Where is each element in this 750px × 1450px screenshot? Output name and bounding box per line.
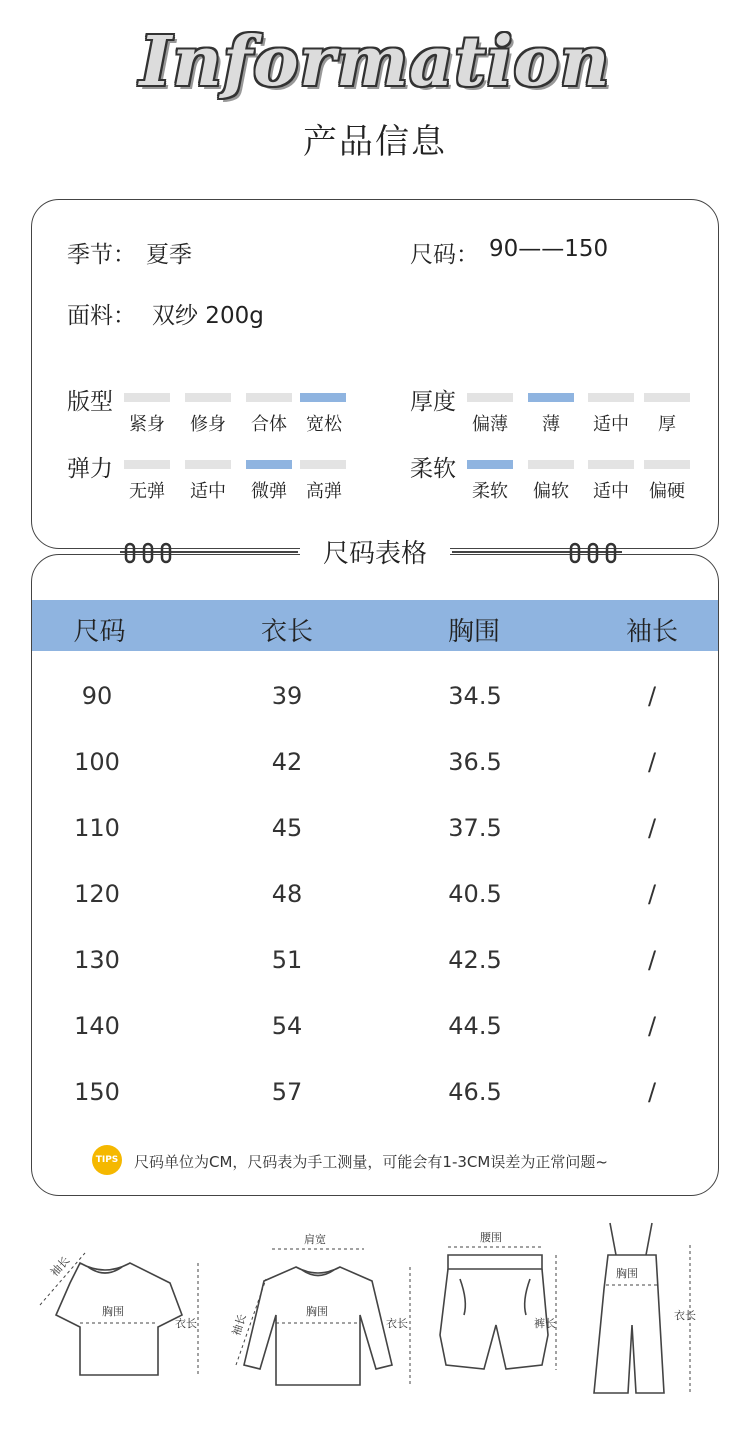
- table-cell: 54: [271, 1012, 303, 1040]
- scale-bar: [588, 393, 634, 402]
- product-info-card: [31, 199, 719, 549]
- header-chest: 胸围: [447, 617, 500, 647]
- table-cell: 34.5: [448, 682, 502, 710]
- scale-option: 适中: [593, 414, 629, 435]
- table-header: [32, 600, 719, 651]
- scale-option: 偏硬: [649, 481, 685, 502]
- scale-bar: [300, 460, 346, 469]
- overalls-diagram-icon: [586, 1215, 706, 1395]
- season-value: 夏季: [146, 242, 192, 268]
- scale-option: 适中: [190, 481, 226, 502]
- scale-bar: [644, 460, 690, 469]
- table-cell: 44.5: [448, 1012, 502, 1040]
- scale-bar: [246, 460, 292, 469]
- table-cell: 36.5: [448, 748, 502, 776]
- scale-bar: [467, 460, 513, 469]
- table-cell: /: [647, 814, 657, 842]
- longsleeve-sleeve-label: 袖长: [229, 1312, 249, 1338]
- header-sleeve: 袖长: [625, 617, 678, 647]
- table-cell: 42: [271, 748, 303, 776]
- scale-label: 弹力: [67, 456, 113, 482]
- table-cell: /: [647, 682, 657, 710]
- shorts-length-label: 裤长: [534, 1317, 556, 1330]
- tips-icon: TIPS: [92, 1145, 122, 1175]
- table-cell: 130: [74, 946, 120, 974]
- table-cell: 37.5: [448, 814, 502, 842]
- table-cell: 140: [74, 1012, 120, 1040]
- scale-bar: [124, 460, 170, 469]
- overalls-length-label: 衣长: [674, 1309, 696, 1322]
- table-cell: 42.5: [448, 946, 502, 974]
- shorts-diagram-icon: [436, 1215, 576, 1395]
- table-cell: /: [647, 1078, 657, 1106]
- table-cell: 57: [271, 1078, 303, 1106]
- scale-option: 高弹: [306, 481, 342, 502]
- scale-option: 合体: [251, 414, 287, 435]
- shorts-waist-label: 腰围: [480, 1231, 502, 1244]
- header-size: 尺码: [73, 617, 126, 647]
- scale-option: 柔软: [472, 481, 508, 502]
- longsleeve-chest-label: 胸围: [306, 1305, 328, 1318]
- title-english: Information: [139, 22, 611, 102]
- scale-bar: [300, 393, 346, 402]
- table-cell: /: [647, 1012, 657, 1040]
- longsleeve-shoulder-label: 肩宽: [304, 1233, 326, 1246]
- table-cell: 51: [271, 946, 303, 974]
- table-cell: 45: [271, 814, 303, 842]
- scale-bar: [467, 393, 513, 402]
- scale-option: 紧身: [129, 414, 165, 435]
- title-chinese: 产品信息: [303, 122, 447, 162]
- tshirt-chest-label: 胸围: [102, 1305, 124, 1318]
- longsleeve-length-label: 衣长: [386, 1317, 408, 1330]
- ring-binder-icon: [567, 540, 621, 566]
- season-label: 季节：: [67, 242, 136, 268]
- scale-label: 版型: [67, 389, 113, 415]
- scale-option: 无弹: [129, 481, 165, 502]
- tshirt-length-label: 衣长: [175, 1317, 197, 1330]
- scale-bar: [185, 460, 231, 469]
- scale-bar: [588, 460, 634, 469]
- overalls-chest-label: 胸围: [616, 1267, 638, 1280]
- fabric-value: 双纱 200g: [152, 303, 264, 329]
- table-cell: 90: [81, 682, 113, 710]
- fabric-label: 面料：: [67, 303, 136, 329]
- table-cell: 110: [74, 814, 120, 842]
- table-cell: 48: [271, 880, 303, 908]
- scale-option: 偏薄: [472, 414, 508, 435]
- table-cell: 39: [271, 682, 303, 710]
- table-cell: 150: [74, 1078, 120, 1106]
- scale-option: 微弹: [251, 481, 287, 502]
- ring-binder-icon: [122, 540, 176, 566]
- size-range-label: 尺码：: [410, 242, 479, 268]
- scale-label: 柔软: [410, 456, 456, 482]
- size-table-card: [31, 554, 719, 1196]
- scale-bar: [246, 393, 292, 402]
- scale-option: 厚: [658, 414, 676, 435]
- scale-bar: [124, 393, 170, 402]
- table-cell: 46.5: [448, 1078, 502, 1106]
- scale-bar: [644, 393, 690, 402]
- tshirt-sleeve-label: 袖长: [47, 1254, 73, 1280]
- scale-option: 适中: [593, 481, 629, 502]
- longsleeve-diagram-icon: [226, 1215, 416, 1395]
- table-cell: /: [647, 748, 657, 776]
- scale-bar: [528, 460, 574, 469]
- table-cell: 100: [74, 748, 120, 776]
- scale-option: 修身: [190, 414, 226, 435]
- size-table-title: 尺码表格: [300, 533, 450, 570]
- scale-bar: [185, 393, 231, 402]
- table-cell: 120: [74, 880, 120, 908]
- scale-option: 偏软: [533, 481, 569, 502]
- scale-label: 厚度: [410, 389, 456, 415]
- table-cell: /: [647, 880, 657, 908]
- tshirt-diagram-icon: [30, 1215, 200, 1395]
- header-length: 衣长: [260, 617, 313, 647]
- tips-text: 尺码单位为CM，尺码表为手工测量，可能会有1-3CM误差为正常问题~: [134, 1153, 608, 1171]
- scale-bar: [528, 393, 574, 402]
- scale-option: 薄: [542, 414, 560, 435]
- size-range-value: 90——150: [489, 236, 609, 262]
- table-cell: /: [647, 946, 657, 974]
- scale-option: 宽松: [306, 414, 342, 435]
- table-cell: 40.5: [448, 880, 502, 908]
